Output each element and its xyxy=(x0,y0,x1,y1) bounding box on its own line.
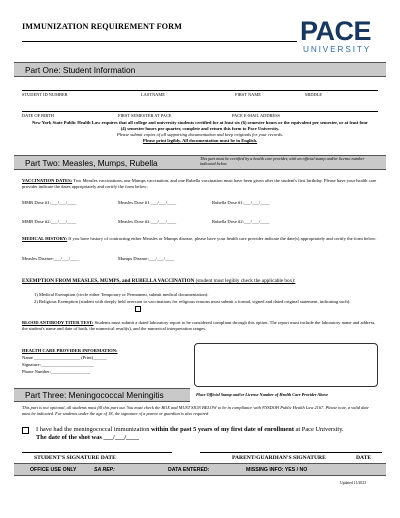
mmr-dose-2[interactable]: MMR Dose #2:___/___/____ xyxy=(22,219,77,224)
part-two-note: This part must be certified by a health care provider, with an official stamp and/or license number indicated below. xyxy=(200,156,365,167)
label-first-name: FIRST NAME xyxy=(235,92,261,97)
label-middle: MIDDLE xyxy=(305,92,323,97)
part-two-heading: Part Two: Measles, Mumps, Rubella xyxy=(25,158,158,168)
vaccination-dates-text: Two Measles vaccinations, one Mumps vaccination, and one Rubella vaccination must have been given after the student's first birthday. Please have your health care provider indicate the dates appropriately and certify the form below: xyxy=(22,178,377,189)
provider-name-field[interactable]: Name ____________________ (Print)______ xyxy=(22,355,107,360)
measles-disease[interactable]: Measles Disease:___/___/____ xyxy=(22,256,80,261)
student-row2-line xyxy=(22,111,378,112)
medical-history-paragraph xyxy=(22,236,378,242)
student-signature-line xyxy=(22,452,172,453)
label-last-name: LASTNAME xyxy=(141,92,165,97)
medical-history-text: If you have history of contracting either Measles or Mumps disease, please have your health care provider indicate the date(s) appropriately and certify the form below: xyxy=(67,236,377,241)
meningococcal-text-a: I have had the meningococcal immunization xyxy=(36,426,151,433)
missing-info-label: MISSING INFO: YES / NO xyxy=(246,467,308,473)
medical-exemption: 1) Medical Exemption (circle either Temporary or Permanent, submit medical documentation): xyxy=(34,292,209,297)
meningococcal-text-c: at Pace University. xyxy=(293,426,344,433)
parent-signature-label: PARENT/GUARDIAN'S SIGNATURE xyxy=(232,455,326,461)
exemption-heading: EXEMPTION FROM MEASLES, MUMPS, and RUBELLA VACCINATION xyxy=(22,278,195,284)
student-row1-line xyxy=(22,90,378,91)
updated-date: Updated 11/2023 xyxy=(340,481,367,485)
vaccination-dates-paragraph xyxy=(22,178,378,190)
titer-test-label: BLOOD ANTIBODY TITER TEST: xyxy=(22,320,94,325)
religious-exemption-checkbox[interactable] xyxy=(135,306,141,312)
label-date-of-birth: DATE OF BIRTH xyxy=(22,113,54,118)
sa-rep-label: SA REP: xyxy=(94,467,115,473)
part-three-heading: Part Three: Meningococcal Meningitis xyxy=(25,390,164,400)
mmr-dose-1[interactable]: MMR Dose #1:___/___/____ xyxy=(22,200,77,205)
exemption-note: (student must legibly check the applicable box): xyxy=(194,278,296,284)
provider-stamp-box[interactable] xyxy=(194,343,378,387)
office-use-label: OFFICE USE ONLY xyxy=(30,467,77,473)
rubella-dose-2[interactable]: Rubella Dose #2:___/___/____ xyxy=(212,219,270,224)
student-signature-label: STUDENT'S SIGNATURE DATE xyxy=(34,455,116,461)
titer-test-text: Students must submit a dated laboratory report to be considered compliant through this option. The report must include the laboratory name and address, the student's name and date of birth, the numerical result(s), and the numerical interpretation ranges. xyxy=(22,320,376,331)
vaccination-dates-label: VACCINATION DATES: xyxy=(22,178,73,183)
medical-history-label: MEDICAL HISTORY: xyxy=(22,236,68,241)
copies-note: Please submit copies of all supporting documentation and keep originals for your records. xyxy=(116,132,284,137)
meningococcal-statement xyxy=(36,426,382,434)
label-student-id: STUDENT ID NUMBER xyxy=(22,92,68,97)
label-first-semester: FIRST SEMESTER AT PACE xyxy=(118,113,172,118)
print-legibly-note: Please print legibly. All documentation must be in English. xyxy=(142,138,258,143)
stamp-caption: Place Official Stamp and/or License Number of Health Care Provider Above xyxy=(196,392,329,397)
logo-subtitle: UNIVERSITY xyxy=(303,45,372,54)
provider-phone-field[interactable]: Phone Number:_________________ xyxy=(22,369,91,374)
provider-info-heading: HEALTH CARE PROVIDER INFORMATION: xyxy=(22,348,118,353)
label-pace-email: PACE E-MAIL ADDRESS xyxy=(232,113,280,118)
measles-dose-2[interactable]: Measles Dose #2:___/___/____ xyxy=(118,219,177,224)
logo-wordmark: PACE xyxy=(300,16,372,46)
data-entered-label: DATA ENTERED: xyxy=(168,467,210,473)
nys-law-text: New York State Public Health Law requires that all college and university students certified for at least six (6) semester hours or the equivalent per semester, or at least four (4) semester hours per quarter, complete and return this form to Pace University. xyxy=(32,120,368,131)
exemption-heading-line xyxy=(22,278,378,284)
parent-signature-line xyxy=(200,452,382,453)
part-one-heading: Part One: Student Information xyxy=(25,65,136,75)
meningococcal-checkbox[interactable] xyxy=(22,427,29,434)
meningococcal-text-b: within the past 5 years of my first date of enrollment xyxy=(151,426,294,433)
title-underline xyxy=(22,41,297,42)
measles-dose-1[interactable]: Measles Dose #1:___/___/____ xyxy=(118,200,177,205)
parent-date-label: DATE xyxy=(356,455,372,461)
part-three-intro: This part is not optional, all students must fill this part out. You must check the BOX and MUST SIGN BELOW to be in compliance with NYSDOH Public Health Law 2167. Please note, a valid date must be indicated. For students under the age of 18, the signature of a parent or guardian is also required. xyxy=(22,405,369,416)
pace-logo xyxy=(300,18,382,58)
provider-signature-field[interactable]: Signature:_______________________ xyxy=(22,362,94,367)
mumps-disease[interactable]: Mumps Disease:___/___/____ xyxy=(118,256,175,261)
rubella-dose-1[interactable]: Rubella Dose #1:___/___/____ xyxy=(212,200,270,205)
form-title: IMMUNIZATION REQUIREMENT FORM xyxy=(22,22,182,31)
shot-date-field[interactable]: The date of the shot was ___/___/____ xyxy=(36,434,139,441)
titer-test-paragraph xyxy=(22,320,378,332)
religious-exemption: 2) Religious Exemption (student with deeply held aversion to vaccinations for religious reasons must submit a formal, signed and dated original statement, indicating such): xyxy=(34,299,351,304)
